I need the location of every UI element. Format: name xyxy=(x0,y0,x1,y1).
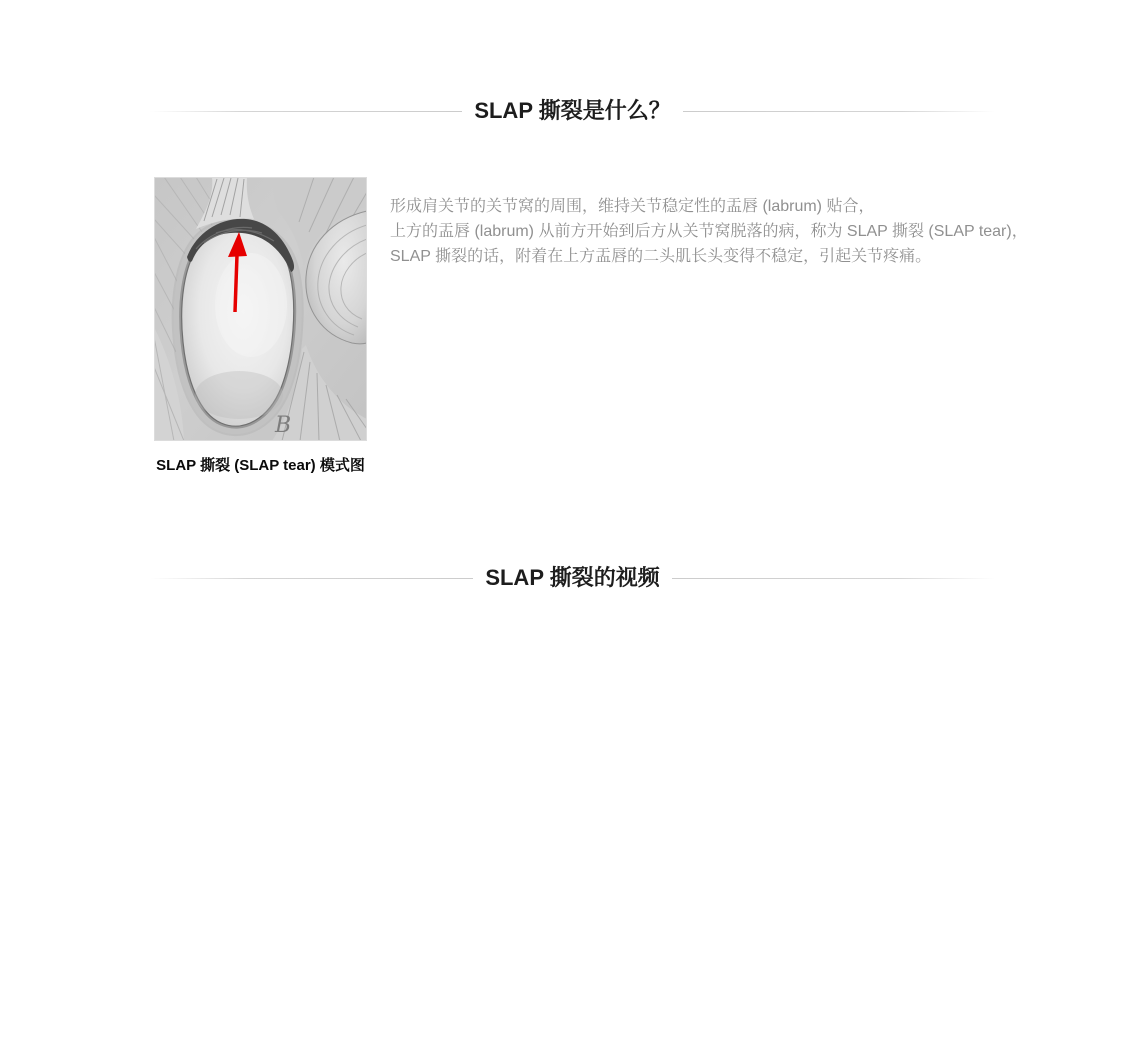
section-header-video xyxy=(150,564,995,592)
slap-description xyxy=(390,194,1050,269)
glenoid-highlight xyxy=(215,253,287,357)
description-line: 形成肩关节的关节窝的周围，维持关节稳定性的盂唇 (labrum) 贴合， xyxy=(390,198,875,215)
illustrator-signature: B xyxy=(275,413,292,438)
glenoid-bottom-shadow xyxy=(195,371,283,419)
section-title-video: SLAP 撕裂的视频 xyxy=(485,565,660,590)
slap-tear-illustration xyxy=(154,177,367,441)
section-title-what: SLAP 撕裂是什么？ xyxy=(474,98,671,123)
figure-caption: SLAP 撕裂 (SLAP tear) 模式图 xyxy=(156,457,365,474)
divider-line-left xyxy=(150,578,473,579)
divider-line-right xyxy=(683,111,995,112)
description-line: SLAP 撕裂的话，附着在上方盂唇的二头肌长头变得不稳定，引起关节疼痛。 xyxy=(390,248,932,265)
divider-line-right xyxy=(672,578,995,579)
description-line: 上方的盂唇 (labrum) 从前方开始到后方从关节窝脱落的病，称为 SLAP 撕裂 (SLAP tear)， xyxy=(390,223,1028,240)
slap-tear-figure xyxy=(154,177,367,475)
divider-line-left xyxy=(150,111,462,112)
section-header-what xyxy=(150,97,995,125)
